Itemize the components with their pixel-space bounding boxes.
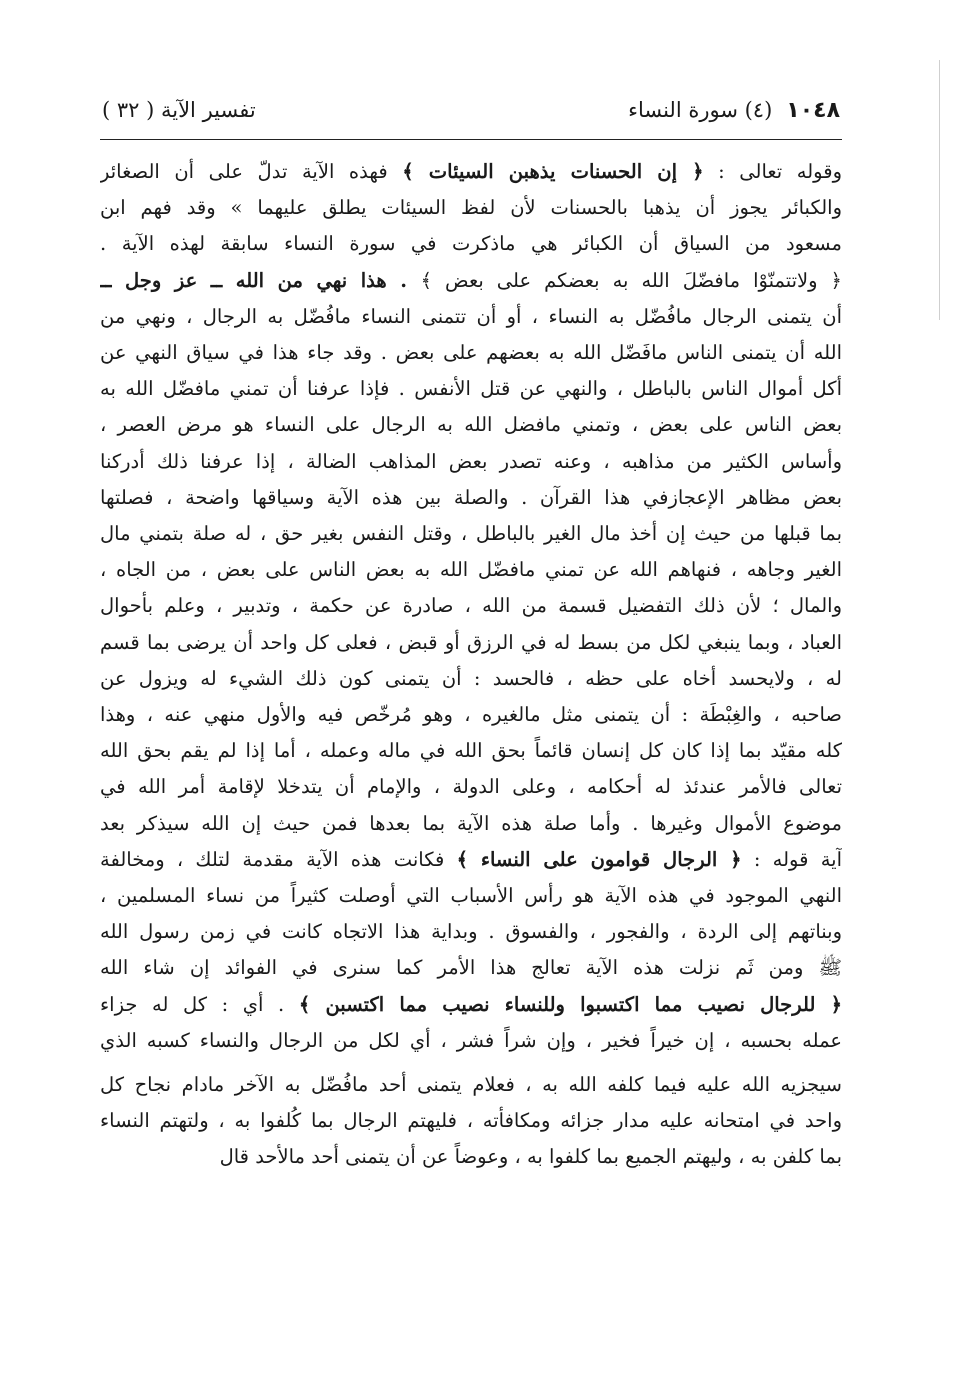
text-segment: والمال ؛ لأن ذلك التفضيل قسمة من الله ، صادرة عن حكمة ، وتدبير ، وعلم بأحوال [100, 594, 842, 618]
text-line [100, 480, 842, 516]
header-rule [100, 139, 842, 140]
text-segment: فكانت هذه الآية مقدمة لتلك ، ومخالفة [100, 847, 457, 871]
text-line [100, 697, 842, 733]
header-right [628, 92, 840, 129]
text-line [100, 263, 842, 299]
quran-quote: ﴿ الرجال قوامون على النساء ﴾ [456, 847, 742, 871]
text-segment: . أي : كل له جزاء [100, 992, 299, 1016]
margin-line [939, 60, 940, 320]
text-line [100, 154, 842, 190]
text-line [100, 226, 842, 262]
text-segment: فهذه الآية تدلّ على أن الصغائر [100, 160, 403, 183]
quran-quote: ﴿ إن الحسنات يذهبن السيئات ﴾ [402, 160, 704, 183]
text-segment: عمله بحسبه ، إن خيراً فخير ، وإن شراً فشر ، أي لكل من الرجال والنساء كسبه الذي [100, 1028, 842, 1052]
text-line [100, 335, 842, 371]
surah-title: (٤) سورة النساء [628, 98, 773, 122]
text-line [100, 806, 842, 842]
text-segment: بعض الناس على بعض ، وتمني مافضل الله به الرجال على النساء هو مرض العصر ، [100, 413, 842, 437]
text-line [100, 625, 842, 661]
text-line [100, 552, 842, 588]
text-line [100, 769, 842, 805]
text-segment: الغير وجاهه ، فنهاهم الله عن تمني مافضّل الله به بعض الناس على بعض ، من الجاه ، [100, 558, 842, 582]
text-line [100, 661, 842, 697]
text-segment: صاحبه ، والغِبْطَة : أن يتمنى مثل مالغيره ، وهو مُرخّص فيه والأول منهي عنه ، وهذا [100, 703, 842, 727]
text-line [100, 950, 842, 986]
text-segment: موضوع الأموال وغيرها . وأما صلة هذه الآية بما بعدها فمن حيث إن الله سيذكر بعد [100, 811, 842, 835]
text-segment: كله مقيّد بما إذا كان كل إنسان قائماً بحق الله في ماله وعمله ، أما إذا لم يقم بحق الله [100, 739, 842, 763]
text-line [100, 1103, 842, 1139]
text-segment: بعض مظاهر الإعجازفي هذا القرآن . والصلة بين هذه الآية وسياقها واضحة ، فصلتها [100, 485, 842, 509]
text-line [100, 987, 842, 1023]
text-segment: والكبائر يجوز أن يذهبا بالحسنات لأن لفظ السيئات يطلق عليهما » وقد فهم ابن [100, 196, 842, 220]
text-segment: النهي الموجود في هذه الآية هو رأس الأسباب التي أوصلت كثيراً من نساء المسلمين ، [100, 884, 842, 908]
text-segment: أن يتمنى الرجال مافُضّل به النساء ، أو أن تتمنى النساء مافُضّل به الرجال ، ونهي من [100, 304, 842, 328]
text-line [100, 733, 842, 769]
text-segment: الله أن يتمنى الناس مافَضّل الله به بعضهم على بعض . وقد جاء هذا في سياق النهي عن [100, 341, 842, 365]
section-title: تفسير الآية ( ٣٢ ) [102, 98, 256, 122]
text-segment: أكل أموال الناس بالباطل ، والنهي عن قتل الأنفس . فإذا عرفنا أن تمني مافضّل الله به [100, 377, 842, 401]
text-line [100, 914, 842, 950]
text-line [100, 299, 842, 335]
text-segment: ﷺ ومن ثَم نزلت هذه الآية تعالج هذا الأمر كما سنرى في الفوائد إن شاء الله [100, 956, 842, 980]
text-line [100, 371, 842, 407]
text-segment: مسعود من السياق أن الكبائر هي ماذكرت في سورة النساء سابقة لهذه الآية . [100, 232, 842, 256]
text-segment: وقوله تعالى : [703, 160, 842, 183]
text-line [100, 444, 842, 480]
text-segment: تعالى فالأمر عندئذ له أحكامه ، وعلى الدولة ، والإمام أن يتدخلا لإقامة أمر الله في [100, 775, 842, 799]
book-page [100, 92, 842, 1176]
running-header [100, 92, 842, 129]
text-line [100, 1067, 842, 1103]
paragraph-gap [100, 1059, 842, 1067]
text-line [100, 842, 842, 878]
text-line [100, 1139, 842, 1175]
page-number: ١٠٤٨ [786, 98, 840, 123]
text-segment: وبناتهم إلى الردة ، والفجور ، والفسوق . وبداية هذا الاتجاه كانت في زمن رسول الله [100, 920, 842, 944]
body-text [100, 154, 842, 1176]
text-line [100, 516, 842, 552]
text-segment: آية قوله : [741, 847, 842, 871]
text-segment: ﴿ ولاتتمنّوْا مافضّلَ الله به بعضكم على بعض ﴾ [420, 268, 842, 292]
text-segment: له ، ولايحسد أخاه على حظه ، فالحسد : أن يتمنى كون ذلك الشيء له ويزول عن [100, 666, 842, 690]
text-segment: واحد في امتحانه عليه مدار جزائه ومكافأته ، فليهتم الرجال بما كُلفوا به ، ولتهتم النساء [100, 1109, 842, 1133]
text-line [100, 588, 842, 624]
text-line [100, 407, 842, 443]
text-segment: بما كلفن به ، وليهتم الجميع بما كلفوا به ، وعوضاً عن أن يتمنى أحد مالأحد قال [219, 1145, 842, 1169]
quran-quote: . هذا نهي من الله ــ عز وجل ــ [100, 268, 421, 292]
text-segment: بما قبلها من حيث إن أخذ مال الغير بالباطل ، وقتل النفس بغير حق ، له صلة بتمني مال [100, 522, 842, 546]
quran-quote: ﴿ للرجال نصيب مما اكتسبوا وللنساء نصيب مما اكتسبن ﴾ [298, 992, 842, 1016]
text-segment: وأساس الكثير من مذاهبه ، وعنه تصدر بعض المذاهب الضالة ، إذا عرفنا ذلك أدركنا [100, 449, 842, 473]
text-line [100, 190, 842, 226]
text-line [100, 878, 842, 914]
text-segment: العباد ، وبما ينبغي لكل من بسط له في الرزق أو قبض ، فعلى كل واحد أن يرضى بما قسم [100, 630, 842, 654]
text-segment: سيجزيه الله عليه فيما كلفه الله به ، فعلام يتمنى أحد مافُضّل به الآخر مادام نجاح كل [100, 1073, 842, 1097]
text-line [100, 1023, 842, 1059]
